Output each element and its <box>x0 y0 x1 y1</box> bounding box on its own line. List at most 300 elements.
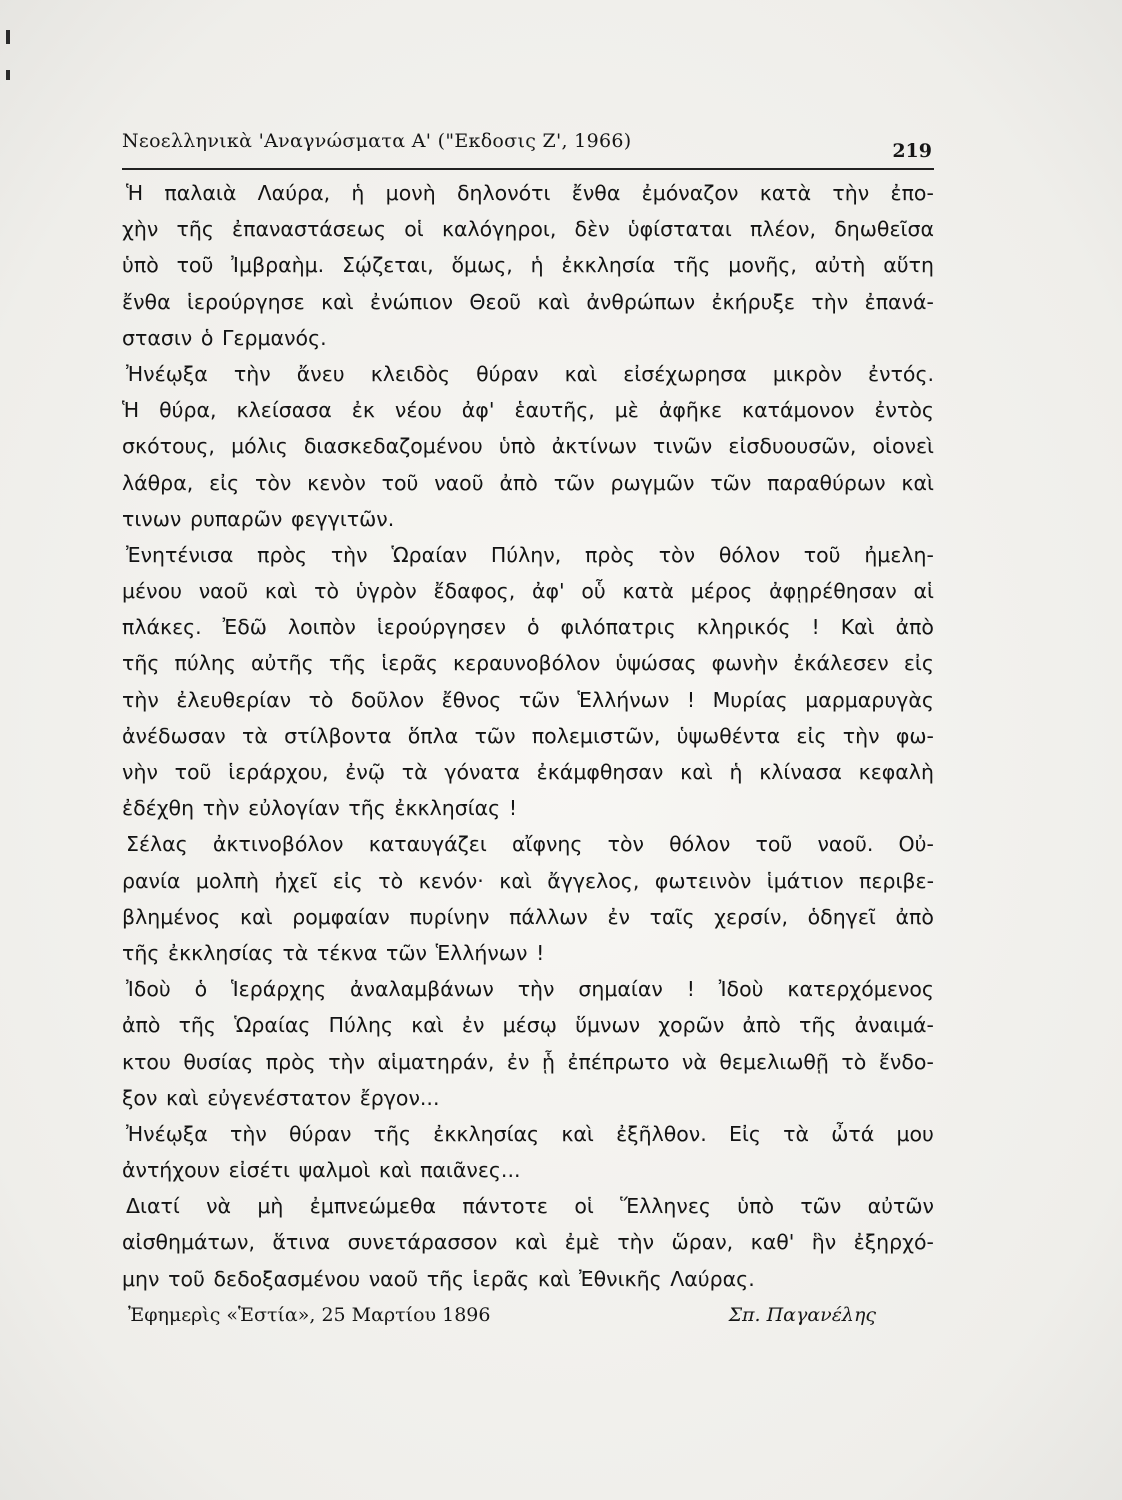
word: τοῦ <box>381 470 419 495</box>
word: τέκνα <box>316 940 378 965</box>
word: καὶ <box>321 289 354 314</box>
body-text <box>122 175 934 1297</box>
word: Ἰδοὺ <box>718 977 764 1002</box>
word: καὶ <box>514 1230 548 1255</box>
word: εἰσέχωρησα <box>623 361 747 386</box>
word: καθ' <box>750 1230 795 1255</box>
word: πλέον, <box>749 217 817 242</box>
word: κλείσασα <box>236 398 332 423</box>
page-number: 219 <box>892 140 932 162</box>
word: ναοῦ <box>198 579 249 604</box>
text-line <box>122 790 934 826</box>
word: καὶ <box>264 579 298 604</box>
word: αὐτὴ <box>814 253 866 278</box>
word: καὶ <box>680 760 713 784</box>
word: τῶν <box>386 940 427 965</box>
word: ! <box>686 687 696 712</box>
word: οἱ <box>574 1194 594 1219</box>
word: καὶ <box>537 289 570 314</box>
word: σκότους, <box>122 434 215 459</box>
word: περιβε- <box>859 868 934 893</box>
word: τὴν <box>330 542 368 567</box>
word: δοῦλον <box>351 687 425 712</box>
word: μονῆς, <box>728 253 797 278</box>
word: ἐλευθερίαν <box>176 687 292 712</box>
word: ἔνθα <box>122 289 171 314</box>
word: ψαλμοὶ <box>298 1158 371 1183</box>
scan-edge-mark <box>6 30 10 44</box>
word: τῶν <box>474 723 516 748</box>
word: τῆς <box>122 940 160 965</box>
word: Ἱεράρχης <box>231 977 327 1002</box>
word: ἀνέδωσαν <box>122 723 226 748</box>
word: πάλλων <box>509 904 588 929</box>
text-line <box>122 320 934 356</box>
word: τῶν <box>800 1194 842 1219</box>
word: μέσῳ <box>502 1013 557 1038</box>
paragraph <box>122 537 934 827</box>
text-line <box>122 1261 934 1297</box>
word: κτου <box>122 1049 171 1074</box>
word: αἱ <box>913 579 934 604</box>
text-line <box>122 1116 934 1152</box>
text-line <box>122 1080 934 1116</box>
word: ἀπὸ <box>499 470 538 495</box>
word: καταυγάζει <box>368 832 487 857</box>
word: τὸν <box>658 542 696 567</box>
word: γόνατα <box>444 760 520 784</box>
word: πύλης <box>174 651 236 676</box>
word: κατάμονον <box>742 398 855 423</box>
text-line <box>122 211 934 247</box>
word: αἴφνης <box>512 832 583 857</box>
word: τὴν <box>202 796 240 821</box>
word: τῶν <box>518 687 560 712</box>
word: ἀφῆκε <box>658 398 723 423</box>
word: πυρίνην <box>409 904 490 929</box>
word: χὴν <box>122 217 159 242</box>
word: ὁδηγεῖ <box>807 904 876 929</box>
word: πολεμιστῶν, <box>531 723 661 748</box>
word: συνετάρασσον <box>347 1230 498 1255</box>
word: ἐξῆλθον. <box>616 1121 707 1146</box>
word: παιᾶνες... <box>420 1158 521 1183</box>
word: φωτεινὸν <box>654 868 752 893</box>
word: ρυπαρῶν <box>189 506 283 531</box>
word: ρωγμῶν <box>610 470 695 495</box>
word: τῶν <box>553 470 595 495</box>
paragraph <box>122 1116 934 1188</box>
word: Ἡ <box>126 181 144 205</box>
word: λάθρα, <box>122 470 194 495</box>
word: τοῦ <box>755 832 793 857</box>
word: τῆς <box>348 796 386 821</box>
word: τὰ <box>242 723 268 748</box>
word: ἐκκλησίας <box>433 1121 540 1146</box>
word: ! <box>811 615 820 640</box>
word: ἀφ' <box>461 398 495 423</box>
word: Λαύρας. <box>670 1266 755 1291</box>
word: ὑγρὸν <box>355 579 417 604</box>
word: κενόν· <box>418 868 484 893</box>
word: κλειδὸς <box>370 361 451 386</box>
word: ἐκ <box>351 398 375 423</box>
word: κατὰ <box>759 181 812 205</box>
word: ὑψώσας <box>615 651 697 676</box>
word: ἠχεῖ <box>274 868 318 893</box>
word: Ἐνητένισα <box>126 542 234 567</box>
word: ὑφίσταται <box>627 217 732 242</box>
paragraph <box>122 175 934 356</box>
word: τὴν <box>832 181 870 205</box>
word: αὕτη <box>883 253 934 278</box>
word: ἐκήρυξε <box>711 289 795 314</box>
word: ἡ <box>351 181 365 205</box>
word: θόλον <box>718 542 781 567</box>
word: κεραυνοβόλον <box>453 651 601 676</box>
word: νέου <box>394 398 442 423</box>
word: τῆς <box>178 1013 216 1038</box>
word: ἡ <box>729 760 743 784</box>
paragraph <box>122 826 934 971</box>
word: καὶ <box>240 904 273 929</box>
word: ἐμπνεώμεθα <box>309 1194 437 1219</box>
word: τὴν <box>842 723 880 748</box>
word: τινῶν <box>652 434 713 459</box>
word: ἐμόναζον <box>641 181 739 205</box>
word: ναοῦ. <box>817 832 874 857</box>
word: τὸν <box>607 832 644 857</box>
text-line <box>122 428 934 464</box>
word: μὲ <box>614 398 639 423</box>
word: ἔνθα <box>571 181 621 205</box>
word: Πύλην, <box>490 542 562 567</box>
text-line <box>122 718 934 754</box>
text-line <box>122 754 934 790</box>
word: Ἰμβραὴμ. <box>231 253 325 278</box>
word: Καὶ <box>840 615 875 640</box>
word: τῶν <box>710 470 752 495</box>
word: θόλον <box>669 832 731 857</box>
word: κατερχόμενος <box>787 977 934 1002</box>
word: καὶ <box>411 1013 444 1038</box>
word: καὶ <box>901 470 934 495</box>
word: ἣν <box>811 1230 837 1255</box>
word: Ἐθνικῆς <box>579 1266 662 1291</box>
word: ἐξηρχό- <box>853 1230 934 1255</box>
word: θεμελιωθῇ <box>719 1049 829 1074</box>
word: μην <box>122 1266 160 1291</box>
word: ἐνώπιον <box>370 289 453 314</box>
word: Ἑλλήνων <box>435 940 528 965</box>
scan-edge-mark <box>6 70 10 80</box>
word: Ἰδοὺ <box>126 977 171 1002</box>
word: τὸ <box>378 868 404 893</box>
paragraph <box>122 1188 934 1297</box>
word: ὁ <box>200 325 214 350</box>
word: εὐγενέστατον <box>207 1085 352 1110</box>
text-line <box>122 609 934 645</box>
header-rule <box>122 168 934 170</box>
word: τῆς <box>176 217 214 242</box>
word: ἱεράρχου, <box>228 760 329 784</box>
word: αὐτῆς <box>250 651 314 676</box>
word: μόλις <box>231 434 288 459</box>
word: ἐνῷ <box>345 760 385 784</box>
word: Ἡ <box>122 398 140 423</box>
word: ἐν <box>607 904 631 929</box>
word: κληρικός <box>696 615 791 640</box>
word: ὁ <box>526 615 540 640</box>
word: ἀντήχουν <box>122 1158 220 1183</box>
word: Θεοῦ <box>469 289 522 314</box>
word: πρὸς <box>265 1049 316 1074</box>
word: ὑπὸ <box>498 434 536 459</box>
running-title: Νεοελληνικὰ 'Αναγνώσματα Α' ("Εκδοσις Ζ', 1966) <box>122 130 632 152</box>
word: ὑπὸ <box>122 253 159 278</box>
word: χορῶν <box>658 1013 725 1038</box>
word: παραθύρων <box>767 470 886 495</box>
word: τὸν <box>254 470 292 495</box>
word: κενὸν <box>307 470 366 495</box>
text-line <box>122 935 934 971</box>
word: ἐκάλεσεν <box>793 651 889 676</box>
word: Ἑλλήνων <box>577 687 670 712</box>
word: ὑπὸ <box>737 1194 775 1219</box>
word: νὰ <box>206 1194 232 1219</box>
word: τῆς <box>799 1013 837 1038</box>
word: τῆς <box>328 651 367 676</box>
word: φω- <box>895 723 934 748</box>
word: τὴν <box>122 687 159 712</box>
word: ἱερᾶς <box>381 651 438 676</box>
word: οἱονεὶ <box>872 434 934 459</box>
word: τὸ <box>314 579 339 604</box>
word: ! <box>686 977 695 1002</box>
word: ἐπο- <box>890 181 934 205</box>
word: ἀνθρώπων <box>586 289 696 314</box>
word: Γερμανός. <box>222 325 327 350</box>
word: δὲν <box>574 217 610 242</box>
word: διασκεδαζομένου <box>303 434 483 459</box>
word: ἀκτίνων <box>551 434 637 459</box>
word: ξον <box>122 1085 158 1110</box>
page-header <box>122 122 934 170</box>
text-line <box>122 537 934 573</box>
text-line <box>122 175 934 211</box>
word: καὶ <box>537 1266 571 1291</box>
word: κατὰ <box>622 579 674 604</box>
page-footer <box>122 1300 934 1334</box>
word: μου <box>896 1121 934 1146</box>
word: ὅμως, <box>451 253 513 278</box>
word: εἰς <box>209 470 240 495</box>
word: ἀπὸ <box>122 1013 161 1038</box>
word: ἱερούργησε <box>187 289 305 314</box>
word: αὐτῶν <box>867 1194 934 1219</box>
word: Ἠνέῳξα <box>126 1121 208 1146</box>
text-line <box>122 863 934 899</box>
word: ἡ <box>530 253 544 278</box>
word: χερσίν, <box>714 904 788 929</box>
text-line <box>122 645 934 681</box>
word: ἱμάτιον <box>766 868 844 893</box>
word: Ἠνέῳξα <box>126 361 208 386</box>
word: Διατί <box>126 1194 180 1219</box>
word: σημαίαν <box>578 977 663 1002</box>
word: θύρα, <box>159 398 217 423</box>
word: τὴν <box>230 1121 267 1146</box>
text-line <box>122 971 934 1007</box>
word: Μυρίας <box>712 687 788 712</box>
word: ἀκτινοβόλον <box>212 832 344 857</box>
word: μονὴ <box>385 181 436 205</box>
word: στίλβοντα <box>284 723 392 748</box>
word: καὶ <box>499 868 532 893</box>
word: τῆς <box>426 1266 465 1291</box>
word: ἐπαναστάσεως <box>232 217 387 242</box>
word: ταῖς <box>649 904 695 929</box>
word: πρὸς <box>257 542 308 567</box>
word: ἱερούργησεν <box>376 615 506 640</box>
text-line <box>122 899 934 935</box>
word: καλόγηροι, <box>441 217 557 242</box>
text-line <box>122 1188 934 1224</box>
word: ὕμνων <box>575 1013 641 1038</box>
word: ἄγγελος, <box>547 868 640 893</box>
word: μὴ <box>257 1194 284 1219</box>
word: βλημένος <box>122 904 221 929</box>
word: καὶ <box>378 1158 412 1183</box>
word: ἠμελη- <box>864 542 934 567</box>
word: ναοῦ <box>434 470 484 495</box>
word: ἐμὲ <box>564 1230 600 1255</box>
word: πρὸς <box>585 542 635 567</box>
word: τὴν <box>811 289 849 314</box>
word: νὴν <box>122 760 158 784</box>
word: τοῦ <box>803 542 841 567</box>
word: ἐντός. <box>868 361 934 386</box>
word: ὥραν, <box>671 1230 734 1255</box>
word: ἀπὸ <box>742 1013 781 1038</box>
word: ὑψωθέντα <box>676 723 781 748</box>
word: ὦτά <box>831 1121 875 1146</box>
text-line <box>122 501 934 537</box>
word: τῆς <box>673 253 711 278</box>
word: δεδοξασμένου <box>213 1266 361 1291</box>
word: τοῦ <box>168 1266 205 1291</box>
word: ἔθνος <box>441 687 502 712</box>
word: δηωθεῖσα <box>834 217 934 242</box>
word: καὶ <box>166 1085 199 1110</box>
word: ἐν <box>461 1013 485 1038</box>
word: εὐλογίαν <box>248 796 340 821</box>
word: ὁ <box>194 977 208 1002</box>
word: ἅτινα <box>272 1230 331 1255</box>
word: Εἰς <box>729 1121 761 1146</box>
word: Σέλας <box>126 832 188 857</box>
word: ἐκκλησίας <box>167 940 274 965</box>
word: εἰσέτι <box>228 1158 290 1183</box>
word: Ὡραίας <box>234 1013 311 1038</box>
word: θύραν <box>476 361 539 386</box>
word: τὰ <box>783 1121 809 1146</box>
word: τῆς <box>122 651 160 676</box>
word: τὰ <box>401 760 428 784</box>
word: ! <box>536 940 545 965</box>
word: ἔνδο- <box>878 1049 934 1074</box>
word: καὶ <box>564 361 598 386</box>
word: ἐν <box>506 1049 530 1074</box>
word: τὸ <box>308 687 334 712</box>
word: τῆς <box>373 1121 412 1146</box>
word: ἀφ' <box>531 579 565 604</box>
text-line <box>122 1152 934 1188</box>
word: πλάκες. <box>122 615 202 640</box>
word: νὰ <box>681 1049 707 1074</box>
word: ἔδαφος, <box>433 579 516 604</box>
word: ρανία <box>122 868 181 893</box>
word: τοῦ <box>176 253 214 278</box>
text-line <box>122 573 934 609</box>
word: εἰς <box>332 868 363 893</box>
word: εἰσδυουσῶν, <box>728 434 857 459</box>
word: ἀπὸ <box>895 904 934 929</box>
word: Σῴζεται, <box>341 253 434 278</box>
word: ἐπέπρωτο <box>567 1049 670 1074</box>
word: οὗ <box>581 579 606 604</box>
word: Ἐδῶ <box>222 615 267 640</box>
word: καὶ <box>561 1121 594 1146</box>
word: ἄνευ <box>296 361 345 386</box>
text-line <box>122 1007 934 1043</box>
word: Οὐ- <box>898 832 934 857</box>
word: τὴν <box>328 1049 365 1074</box>
word: εἰς <box>903 651 934 676</box>
word: οἱ <box>404 217 424 242</box>
word: μαρμαρυγὰς <box>805 687 934 712</box>
text-line <box>122 682 934 718</box>
word: ἐκκλησία <box>561 253 656 278</box>
word: Ὡραίαν <box>391 542 468 567</box>
word: αἰσθημάτων, <box>122 1230 256 1255</box>
text-line <box>122 356 934 392</box>
text-line <box>122 284 934 320</box>
word: θύραν <box>289 1121 352 1146</box>
word: τὴν <box>517 977 555 1002</box>
word: Πύλης <box>328 1013 394 1038</box>
word: μικρὸν <box>772 361 842 386</box>
word: τὴν <box>617 1230 655 1255</box>
word: ρομφαίαν <box>292 904 390 929</box>
word: ἀναιμά- <box>854 1013 934 1038</box>
word: κεφαλὴ <box>858 760 934 784</box>
word: ᾗ <box>541 1049 555 1074</box>
word: ἐκάμφθησαν <box>536 760 664 784</box>
word: ἐδέχθη <box>122 796 195 821</box>
word: φιλόπατρις <box>560 615 676 640</box>
text-line <box>122 392 934 428</box>
word: δηλονότι <box>456 181 551 205</box>
text-line <box>122 1224 934 1260</box>
word: πάντοτε <box>462 1194 548 1219</box>
word: εἰς <box>796 723 827 748</box>
word: κλίνασα <box>759 760 842 784</box>
paragraph <box>122 356 934 537</box>
source-citation: Ἐφημερὶς «Ἑστία», 25 Μαρτίου 1896 <box>128 1304 491 1326</box>
word: Λαύρα, <box>257 181 331 205</box>
word: ! <box>508 796 518 821</box>
